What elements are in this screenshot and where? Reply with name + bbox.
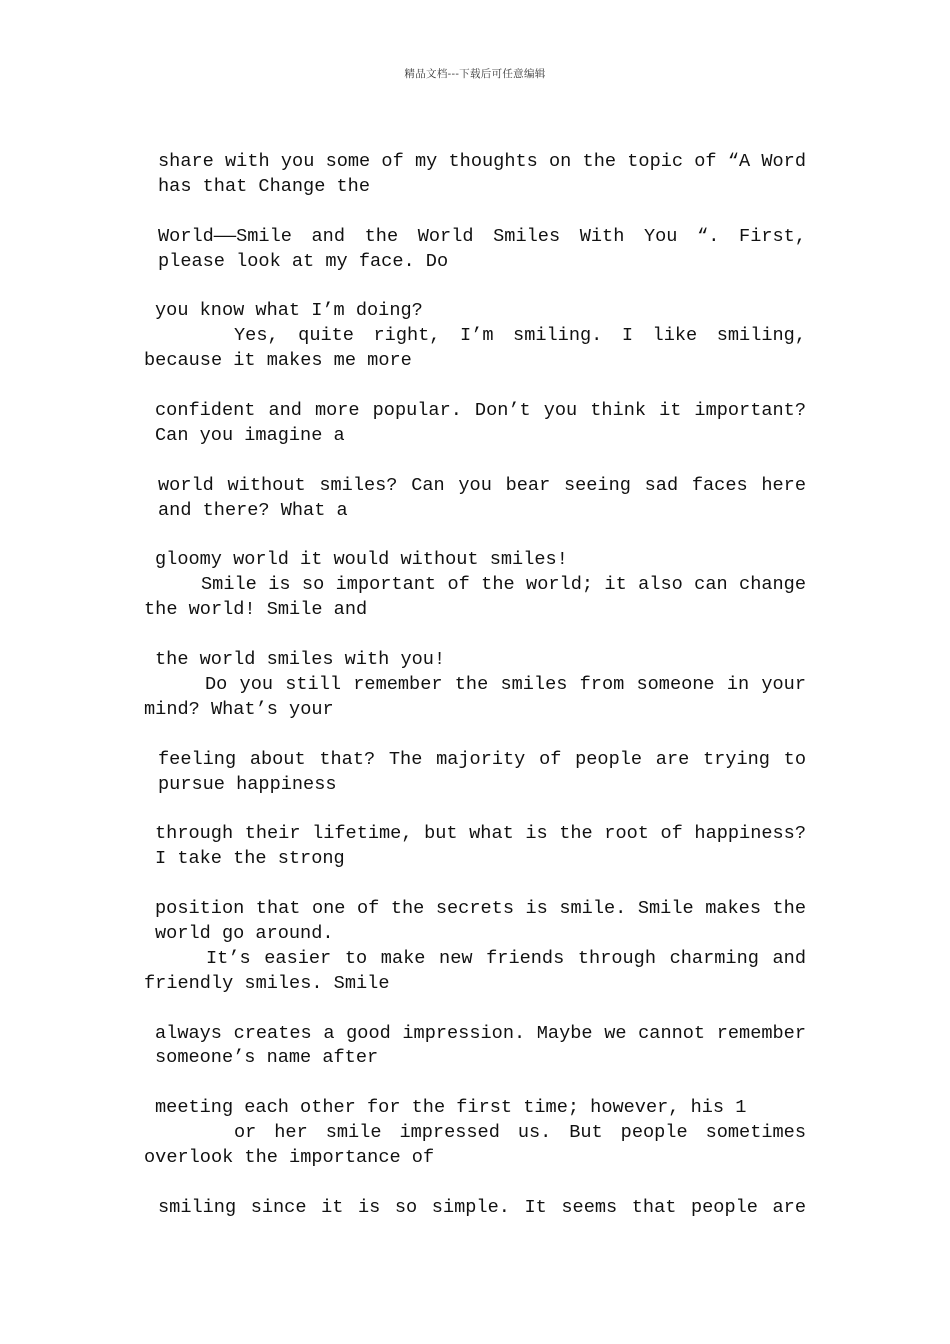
text-line-5: confident and more popular. Don’t you think it important? Can you imagine a xyxy=(155,400,806,446)
text-line-6: world without smiles? Can you bear seeing sad faces here and there? What a xyxy=(158,474,806,521)
text-line-13: position that one of the secrets is smile. Smile makes the world go around. xyxy=(155,898,806,944)
text-line-8: Smile is so important of the world; it also can change the world! Smile and xyxy=(144,574,806,621)
text-line-15: always creates a good impression. Maybe we cannot remember someone’s name after xyxy=(155,1022,806,1069)
text-line-18: smiling since it is so simple. It seems that people are xyxy=(158,1196,806,1218)
text-line-11: feeling about that? The majority of people are trying to pursue happiness xyxy=(158,748,806,795)
page-header: 精品文档---下载后可任意编辑 xyxy=(404,68,546,80)
text-line-17: or her smile impressed us. But people sometimes overlook the importance of xyxy=(144,1122,806,1169)
text-line-9: the world smiles with you! xyxy=(155,649,446,671)
text-line-2: World——Smile and the World Smiles With You “. First, please look at my face. Do xyxy=(158,225,806,272)
document-body xyxy=(144,150,806,1221)
text-line-12: through their lifetime, but what is the root of happiness? I take the strong xyxy=(155,823,806,870)
text-line-16: meeting each other for the first time; however, his 1 xyxy=(155,1097,747,1119)
text-line-1: share with you some of my thoughts on the topic of “A Word has that Change the xyxy=(158,151,806,197)
text-line-14: It’s easier to make new friends through charming and friendly smiles. Smile xyxy=(144,947,806,994)
text-line-3: you know what I’m doing? xyxy=(155,300,423,322)
text-line-7: gloomy world it would without smiles! xyxy=(155,549,568,571)
text-line-4: Yes, quite right, I’m smiling. I like smiling, because it makes me more xyxy=(144,325,806,372)
text-line-10: Do you still remember the smiles from someone in your mind? What’s your xyxy=(144,673,806,720)
